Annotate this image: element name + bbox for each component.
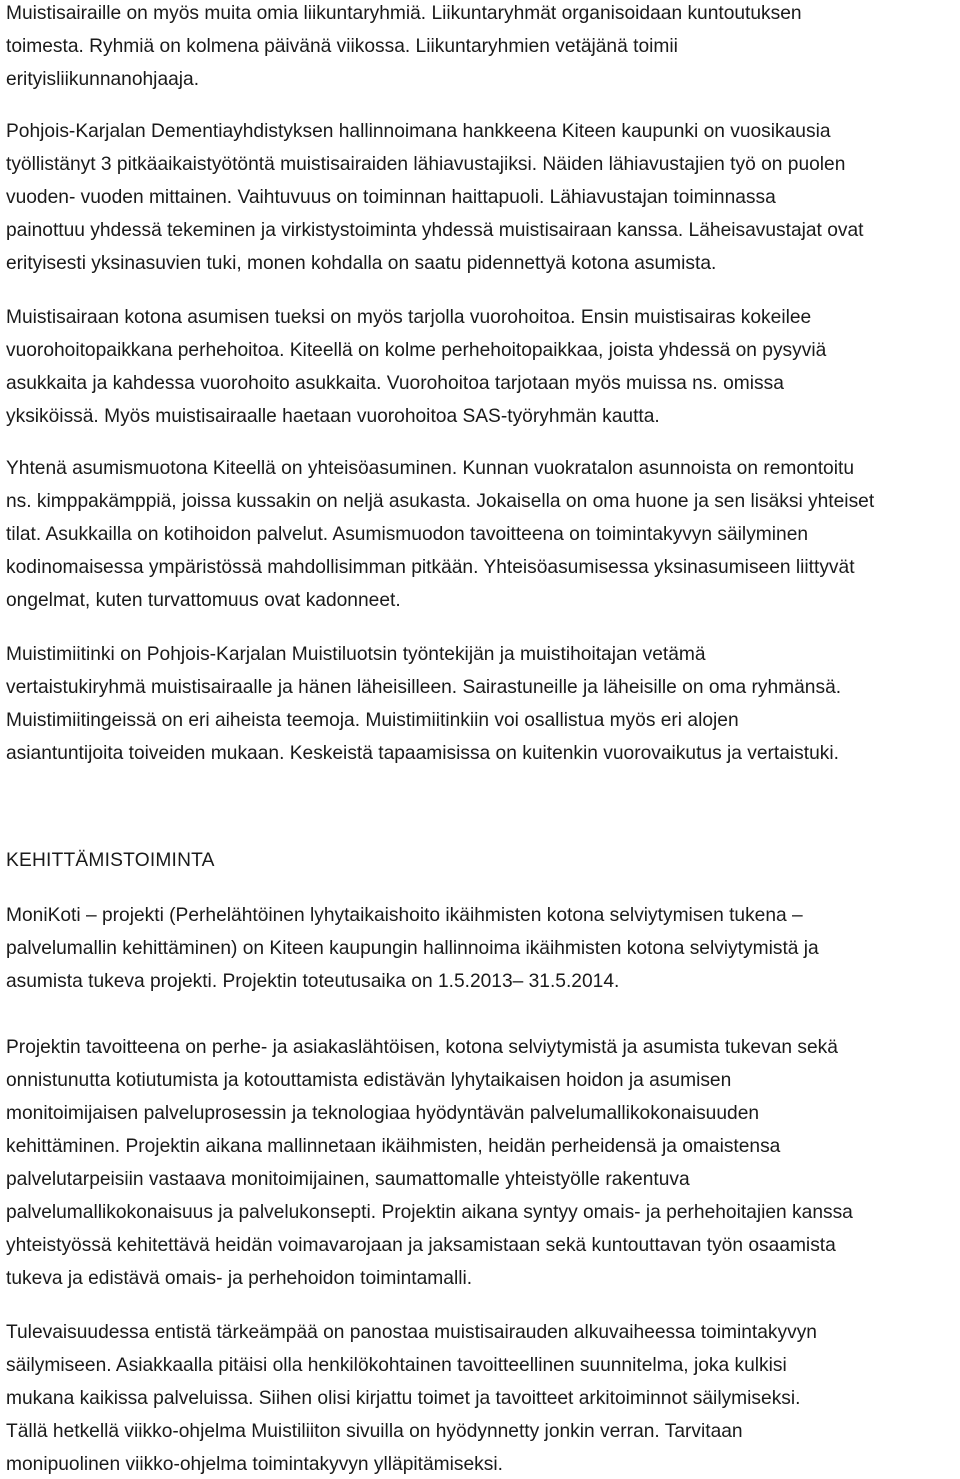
text-line: säilymiseen. Asiakkaalla pitäisi olla henkilökohtainen tavoitteellinen suunnitelma, joka kulkisi bbox=[6, 1355, 787, 1376]
text-line: erityisliikunnanohjaaja. bbox=[6, 69, 200, 90]
text-line: tilat. Asukkailla on kotihoidon palvelut. Asumismuodon tavoitteena on toimintakyvyn säilyminen bbox=[6, 524, 809, 545]
text-line: Tällä hetkellä viikko-ohjelma Muistiliiton sivuilla on hyödynnetty jonkin verran. Tarvitaan bbox=[6, 1421, 743, 1442]
text-line: MoniKoti – projekti (Perhelähtöinen lyhytaikaishoito ikäihmisten kotona selviytymisen tukena – bbox=[6, 905, 803, 926]
text-line: onnistunutta kotiutumista ja kotouttamista edistävän lyhytaikaisen hoidon ja asumisen bbox=[6, 1070, 732, 1091]
text-line: yhteistyössä kehitettävä heidän voimavarojaan ja jaksamistaan sekä kuntouttavan työn osaamista bbox=[6, 1235, 836, 1256]
text-line: tukeva ja edistävä omais- ja perhehoidon toimintamalli. bbox=[6, 1268, 473, 1289]
text-line: ongelmat, kuten turvattomuus ovat kadonneet. bbox=[6, 590, 401, 611]
text-line: vuorohoitopaikkana perhehoitoa. Kiteellä on kolme perhehoitopaikkaa, joista yhdessä on pysyviä bbox=[6, 340, 827, 361]
text-line: asukkaita ja kahdessa vuorohoito asukkaita. Vuorohoitoa tarjotaan myös muissa ns. omissa bbox=[6, 373, 784, 394]
text-line: Muistisairaan kotona asumisen tueksi on myös tarjolla vuorohoitoa. Ensin muistisairas kokeilee bbox=[6, 307, 812, 328]
text-line: painottuu yhdessä tekeminen ja virkistystoiminta yhdessä muistisairaan kanssa. Läheisavustajat ovat bbox=[6, 220, 864, 241]
text-line: vuoden- vuoden mittainen. Vaihtuvuus on toiminnan haittapuoli. Lähiavustajan toiminnassa bbox=[6, 187, 776, 208]
text-line: Pohjois-Karjalan Dementiayhdistyksen hallinnoimana hankkeena Kiteen kaupunki on vuosikausia bbox=[6, 121, 831, 142]
text-line: palvelumallikokonaisuus ja palvelukonsepti. Projektin aikana syntyy omais- ja perhehoitajien kanssa bbox=[6, 1202, 853, 1223]
text-line: Muistimiitinki on Pohjois-Karjalan Muistiluotsin työntekijän ja muistihoitajan vetämä bbox=[6, 644, 706, 665]
text-line: kehittäminen. Projektin aikana mallinnetaan ikäihmisten, heidän perheidensä ja omaistensa bbox=[6, 1136, 781, 1157]
text-line: monipuolinen viikko-ohjelma toimintakyvyn ylläpitämiseksi. bbox=[6, 1454, 503, 1475]
text-line: palvelumallin kehittäminen) on Kiteen kaupungin hallinnoima ikäihmisten kotona selviytymistä ja bbox=[6, 938, 819, 959]
text-line: monitoimijaisen palveluprosessin ja teknologiaa hyödyntävän palvelumallikokonaisuuden bbox=[6, 1103, 760, 1124]
text-line: Yhtenä asumismuotona Kiteellä on yhteisöasuminen. Kunnan vuokratalon asunnoista on remontoitu bbox=[6, 458, 854, 479]
text-line: työllistänyt 3 pitkäaikaistyötöntä muistisairaiden lähiavustajiksi. Näiden lähiavustajien työ on puolen bbox=[6, 154, 846, 175]
text-line: Muistisairaille on myös muita omia liikuntaryhmiä. Liikuntaryhmät organisoidaan kuntoutuksen bbox=[6, 3, 802, 24]
text-line: asumista tukeva projekti. Projektin toteutusaika on 1.5.2013– 31.5.2014. bbox=[6, 971, 620, 992]
text-line: asiantuntijoita toiveiden mukaan. Keskeistä tapaamisissa on kuitenkin vuorovaikutus ja vertaistuki. bbox=[6, 743, 839, 764]
text-line: kodinomaisessa ympäristössä mahdollisimman pitkään. Yhteisöasumisessa yksinasumiseen liittyvät bbox=[6, 557, 855, 578]
text-line: Muistimiitingeissä on eri aiheista teemoja. Muistimiitinkiin voi osallistua myös eri alojen bbox=[6, 710, 739, 731]
section-heading: KEHITTÄMISTOIMINTA bbox=[6, 850, 215, 871]
text-line: ns. kimppakämppiä, joissa kussakin on neljä asukasta. Jokaisella on oma huone ja sen lisäksi yhteiset bbox=[6, 491, 875, 512]
text-line: Tulevaisuudessa entistä tärkeämpää on panostaa muistisairauden alkuvaiheessa toimintakyvyn bbox=[6, 1322, 817, 1343]
text-line: vertaistukiryhmä muistisairaalle ja hänen läheisilleen. Sairastuneille ja läheisille on oma ryhmänsä. bbox=[6, 677, 842, 698]
text-line: mukana kaikissa palveluissa. Siihen olisi kirjattu toimet ja tavoitteet arkitoiminnot säilymiseksi. bbox=[6, 1388, 801, 1409]
text-line: yksiköissä. Myös muistisairaalle haetaan vuorohoitoa SAS-työryhmän kautta. bbox=[6, 406, 660, 427]
text-line: Projektin tavoitteena on perhe- ja asiakaslähtöisen, kotona selviytymistä ja asumista tukevan sekä bbox=[6, 1037, 838, 1058]
text-line: palvelutarpeisiin vastaava monitoimijainen, saumattomalle yhteistyölle rakentuva bbox=[6, 1169, 690, 1190]
text-line: erityisesti yksinasuvien tuki, monen kohdalla on saatu pidennettyä kotona asumista. bbox=[6, 253, 717, 274]
text-line: toimesta. Ryhmiä on kolmena päivänä viikossa. Liikuntaryhmien vetäjänä toimii bbox=[6, 36, 678, 57]
